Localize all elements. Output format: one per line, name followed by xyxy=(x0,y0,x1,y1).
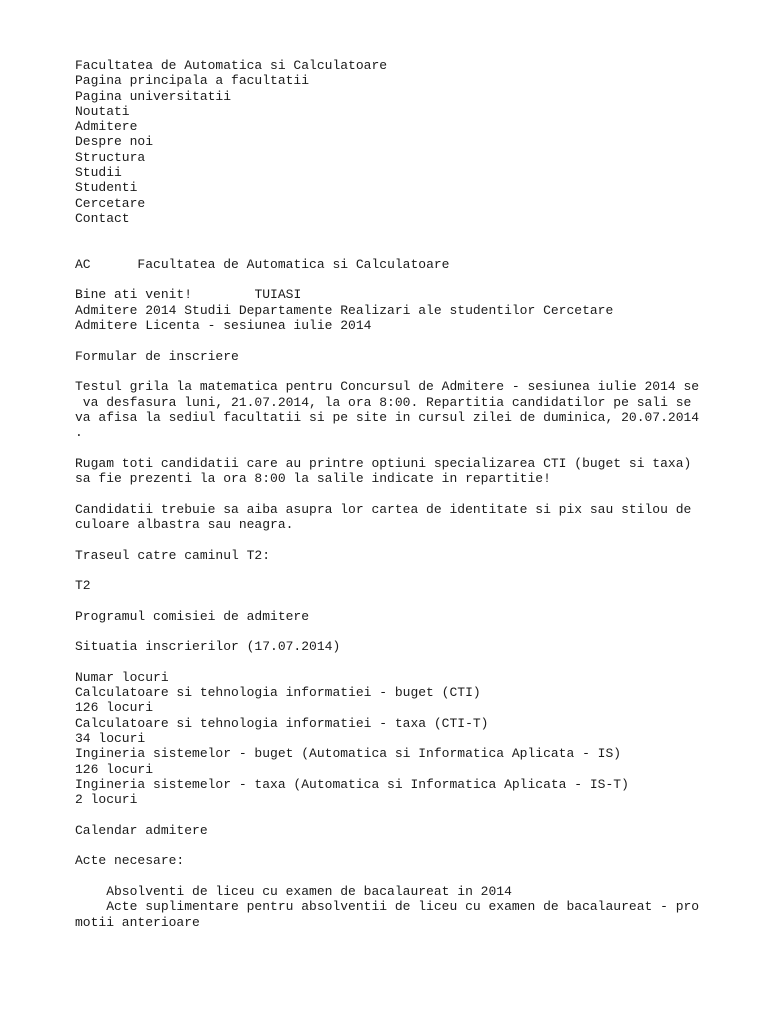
paragraph-line: va desfasura luni, 21.07.2014, la ora 8:00. Repartitia candidatilor pe sali se xyxy=(75,394,692,410)
table-row-places: 34 locuri xyxy=(75,731,146,747)
paragraph-line: Testul grila la matematica pentru Concursul de Admitere - sesiunea iulie 2014 se xyxy=(75,379,700,395)
table-row-places: 126 locuri xyxy=(75,700,154,716)
main-menu[interactable]: Admitere 2014 Studii Departamente Realizari ale studentilor Cercetare xyxy=(75,302,614,318)
list-item[interactable]: Acte suplimentare pentru absolventii de liceu cu examen de bacalaureat - pro xyxy=(75,899,700,915)
page-content xyxy=(75,58,715,930)
paragraph-line: va afisa la sediul facultatii si pe site in cursul zilei de duminica, 20.07.2014 xyxy=(75,409,700,425)
logo-link[interactable]: AC xyxy=(75,256,91,272)
table-row-name: Calculatoare si tehnologia informatiei - taxa (CTI-T) xyxy=(75,715,489,731)
site-title: Facultatea de Automatica si Calculatoare xyxy=(137,256,450,272)
nav-link-news[interactable]: Noutati xyxy=(75,103,130,119)
route-image-alt: T2 xyxy=(75,578,91,594)
list-item-continuation: motii anterioare xyxy=(75,914,200,930)
table-row-places: 2 locuri xyxy=(75,792,138,808)
nav-link-research[interactable]: Cercetare xyxy=(75,195,146,211)
paragraph-line: sa fie prezenti la ora 8:00 la salile indicate in repartitie! xyxy=(75,471,551,487)
welcome-greeting: Bine ati venit! xyxy=(75,287,193,303)
commission-program-link[interactable]: Programul comisiei de admitere xyxy=(75,608,310,624)
route-label: Traseul catre caminul T2: xyxy=(75,547,271,563)
university-link[interactable]: TUIASI xyxy=(254,287,302,303)
site-header xyxy=(75,257,715,272)
nav-link-about[interactable]: Despre noi xyxy=(75,134,154,150)
welcome-line xyxy=(75,287,715,302)
cti-paragraph xyxy=(75,456,715,487)
nav-link-students[interactable]: Studenti xyxy=(75,180,138,196)
nav-link-faculty-home[interactable]: Pagina principala a facultatii xyxy=(75,73,310,89)
id-paragraph xyxy=(75,502,715,533)
nav-link-faculty[interactable]: Facultatea de Automatica si Calculatoare xyxy=(75,58,388,73)
table-row-name: Calculatoare si tehnologia informatiei - buget (CTI) xyxy=(75,685,481,701)
paragraph-line: Rugam toti candidatii care au printre optiuni specializarea CTI (buget si taxa) xyxy=(75,455,692,471)
nav-link-admission[interactable]: Admitere xyxy=(75,119,138,135)
list-item[interactable]: Absolventi de liceu cu examen de bacalaureat in 2014 xyxy=(75,884,512,900)
page-title: Admitere Licenta - sesiunea iulie 2014 xyxy=(75,318,372,334)
table-row-places: 126 locuri xyxy=(75,761,154,777)
enrollment-table xyxy=(75,670,715,808)
nav-link-university[interactable]: Pagina universitatii xyxy=(75,88,232,104)
test-paragraph xyxy=(75,379,715,440)
admission-calendar-link[interactable]: Calendar admitere xyxy=(75,822,208,838)
registration-form-link[interactable]: Formular de inscriere xyxy=(75,348,239,364)
paragraph-line: . xyxy=(75,425,83,441)
nav-link-studies[interactable]: Studii xyxy=(75,165,122,181)
paragraph-line: Candidatii trebuie sa aiba asupra lor cartea de identitate si pix sau stilou de xyxy=(75,501,692,517)
paragraph-line: culoare albastra sau neagra. xyxy=(75,516,294,532)
nav-link-structure[interactable]: Structura xyxy=(75,149,146,165)
top-nav xyxy=(75,58,715,226)
nav-link-contact[interactable]: Contact xyxy=(75,210,130,226)
table-header: Numar locuri xyxy=(75,669,169,685)
table-row-name: Ingineria sistemelor - taxa (Automatica si Informatica Aplicata - IS-T) xyxy=(75,776,629,792)
enrollment-title: Situatia inscrierilor (17.07.2014) xyxy=(75,639,341,655)
documents-list xyxy=(75,884,715,930)
table-row-name: Ingineria sistemelor - buget (Automatica si Informatica Aplicata - IS) xyxy=(75,746,622,762)
documents-title: Acte necesare: xyxy=(75,853,185,869)
